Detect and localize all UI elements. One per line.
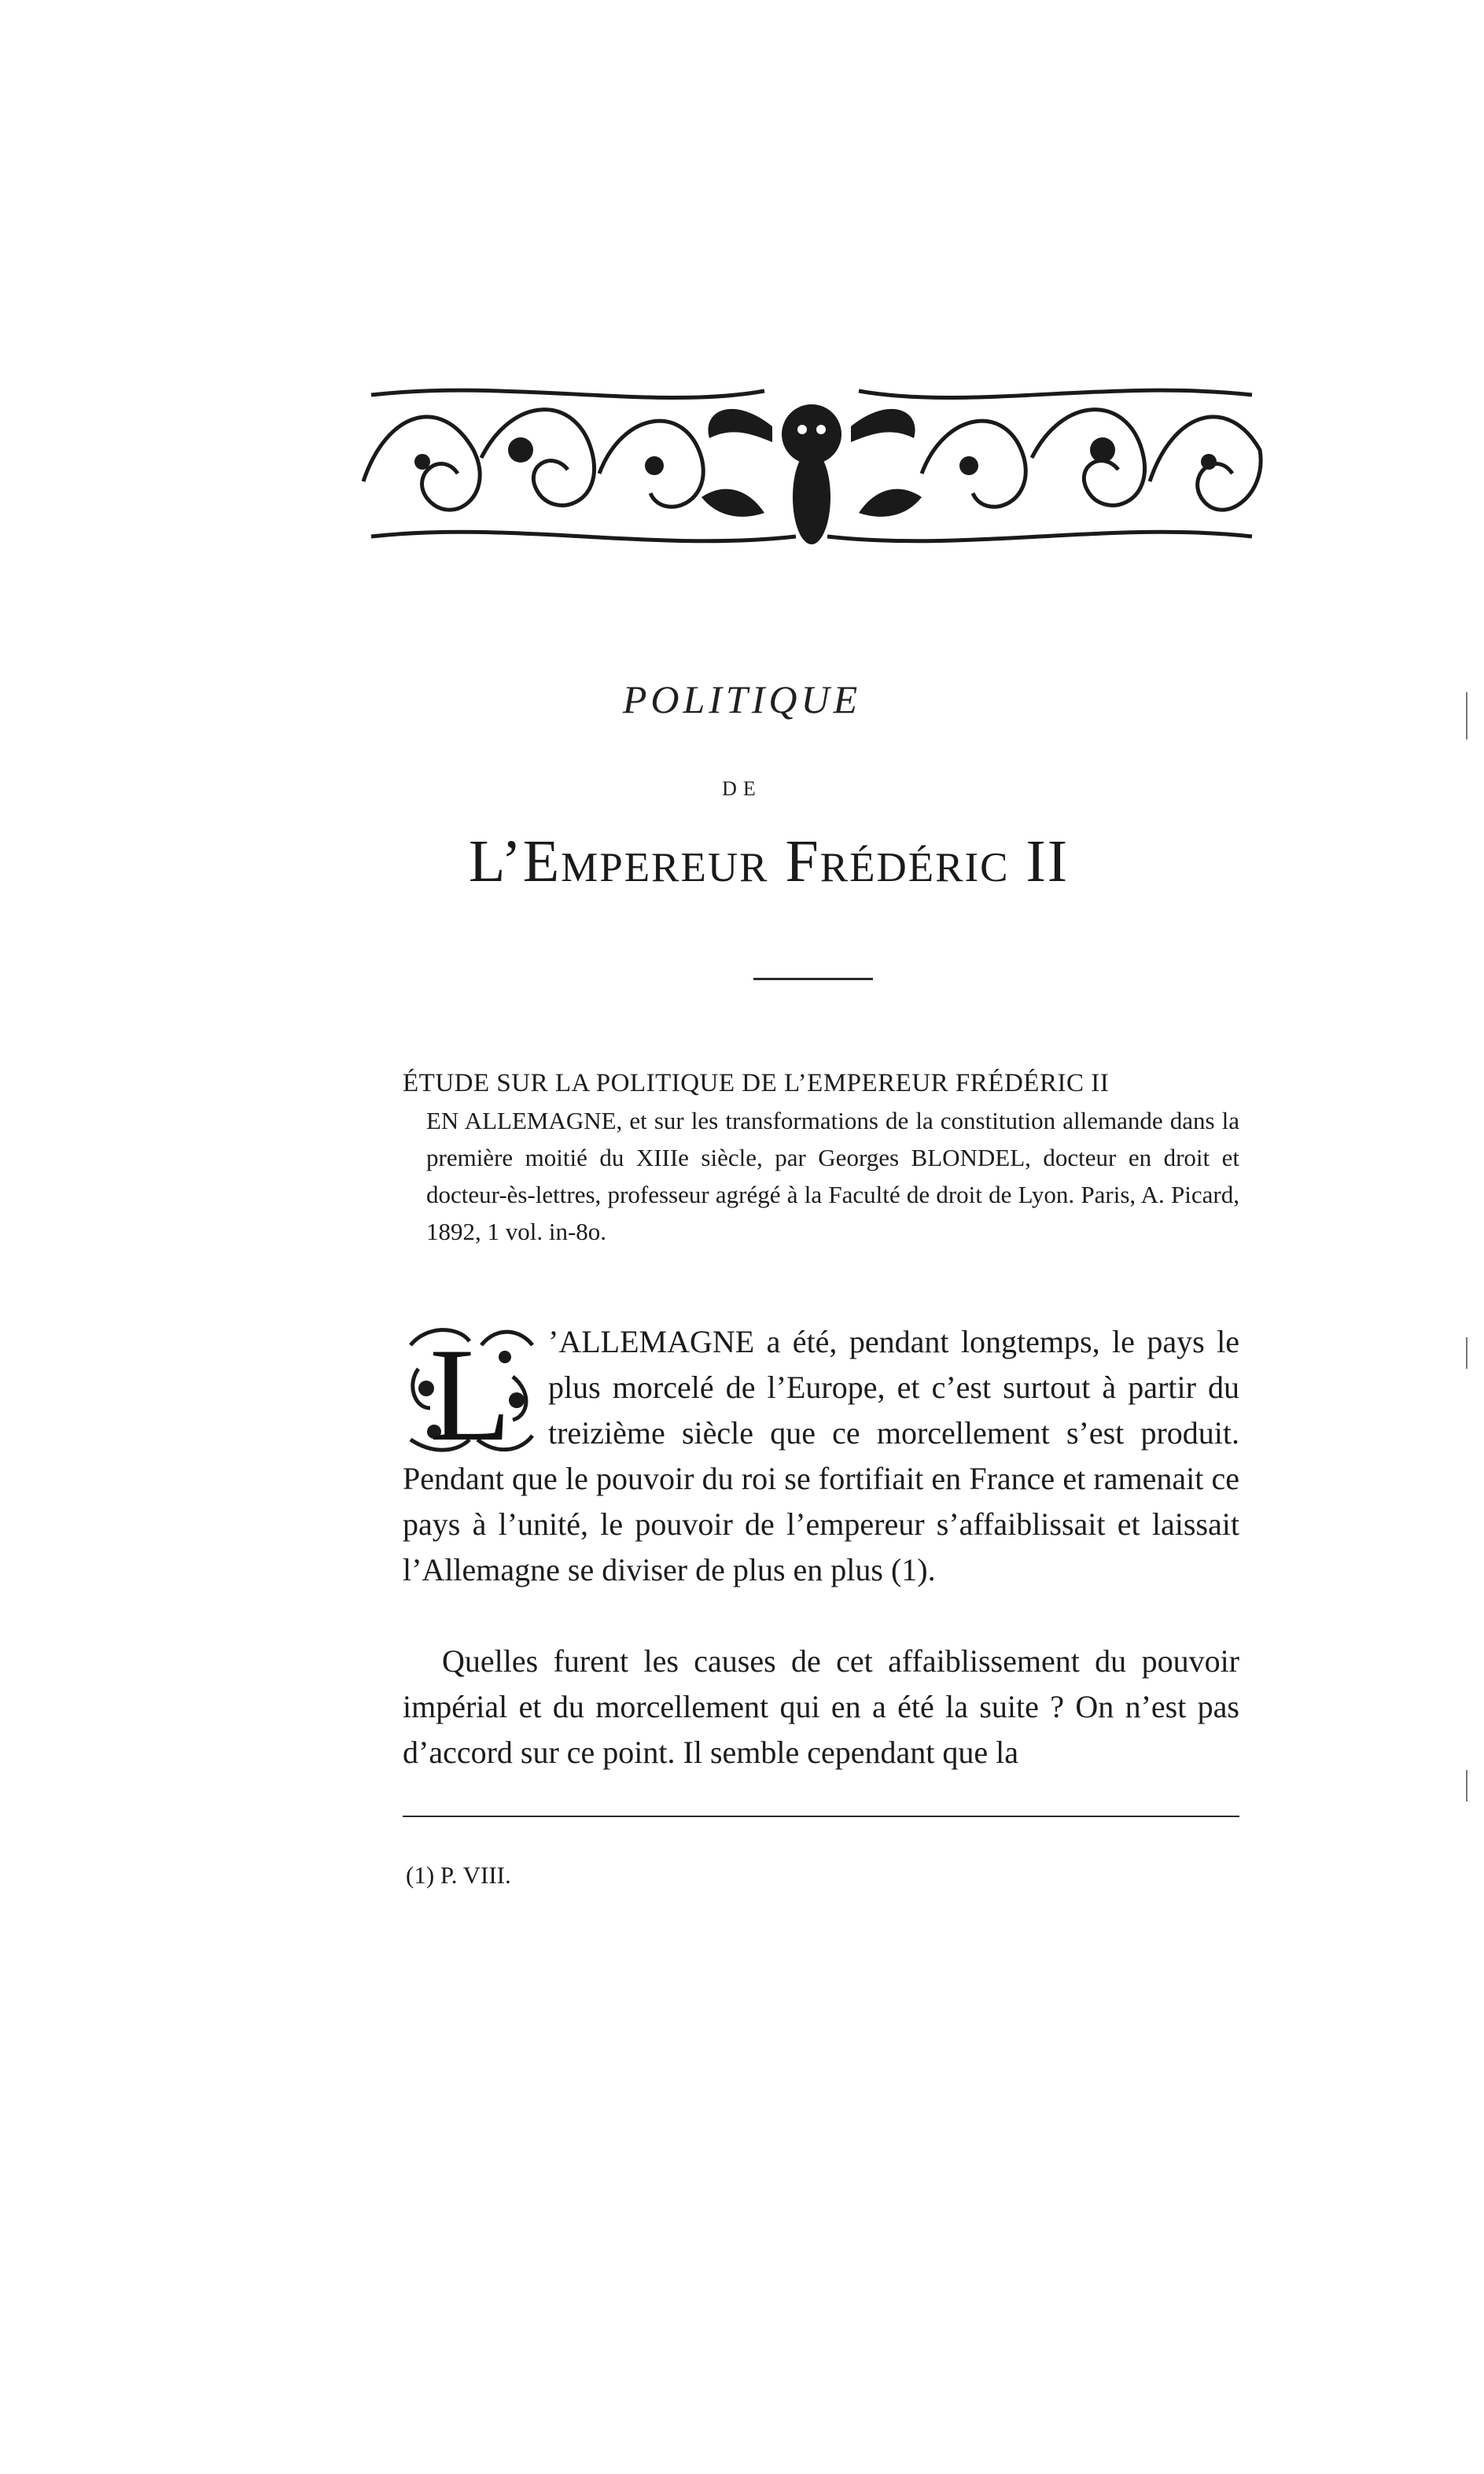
scan-mark bbox=[1466, 1337, 1467, 1369]
paragraph-1-text: ’ALLEMAGNE a été, pendant longtemps, le pays le plus morcelé de l’Europe, et c’est surtout à partir du treizième siècle que ce morcellement s’est produit. Pendant que le pouvoir du roi se fortifiait en France et ramenait ce pays à l’unité, le pouvoir de l’empereur s’affaiblissait et laissait l’Allemagne se diviser de plus en plus (1). bbox=[403, 1324, 1239, 1587]
title-de: DE bbox=[722, 777, 762, 800]
headpiece-ornament bbox=[355, 363, 1268, 562]
reference-details: EN ALLEMAGNE, et sur les transformations de la constitution allemande dans la première moitié du XIIIe siècle, par Georges BLONDEL, docteur en droit et docteur-ès-lettres, professeur agrégé à la Faculté de droit de Lyon. Paris, A. Picard, 1892, 1 vol. in-8o. bbox=[426, 1107, 1239, 1245]
footnote: (1) P. VIII. bbox=[406, 1861, 511, 1889]
body-paragraph-2: Quelles furent les causes de cet affaiblissement du pouvoir impérial et du morcellement qui en a été la suite ? On n’est pas d’accord sur ce point. Il semble cependant que la bbox=[403, 1643, 1239, 1770]
title-divider bbox=[753, 978, 873, 980]
scan-mark bbox=[1466, 1770, 1467, 1801]
drop-capital-letter: L bbox=[429, 1322, 511, 1458]
footnote-rule bbox=[403, 1816, 1239, 1817]
page-title: L’Empereur Frédéric II bbox=[469, 828, 1070, 894]
drop-cap-space bbox=[403, 1319, 548, 1453]
bibliographic-reference bbox=[403, 1065, 1239, 1250]
body-paragraph-1 bbox=[403, 1319, 1239, 1593]
scan-mark bbox=[1466, 692, 1467, 739]
reference-title: ÉTUDE SUR LA POLITIQUE DE L’EMPEREUR FRÉDÉRIC II bbox=[403, 1069, 1110, 1097]
title-politique: POLITIQUE bbox=[622, 677, 862, 721]
